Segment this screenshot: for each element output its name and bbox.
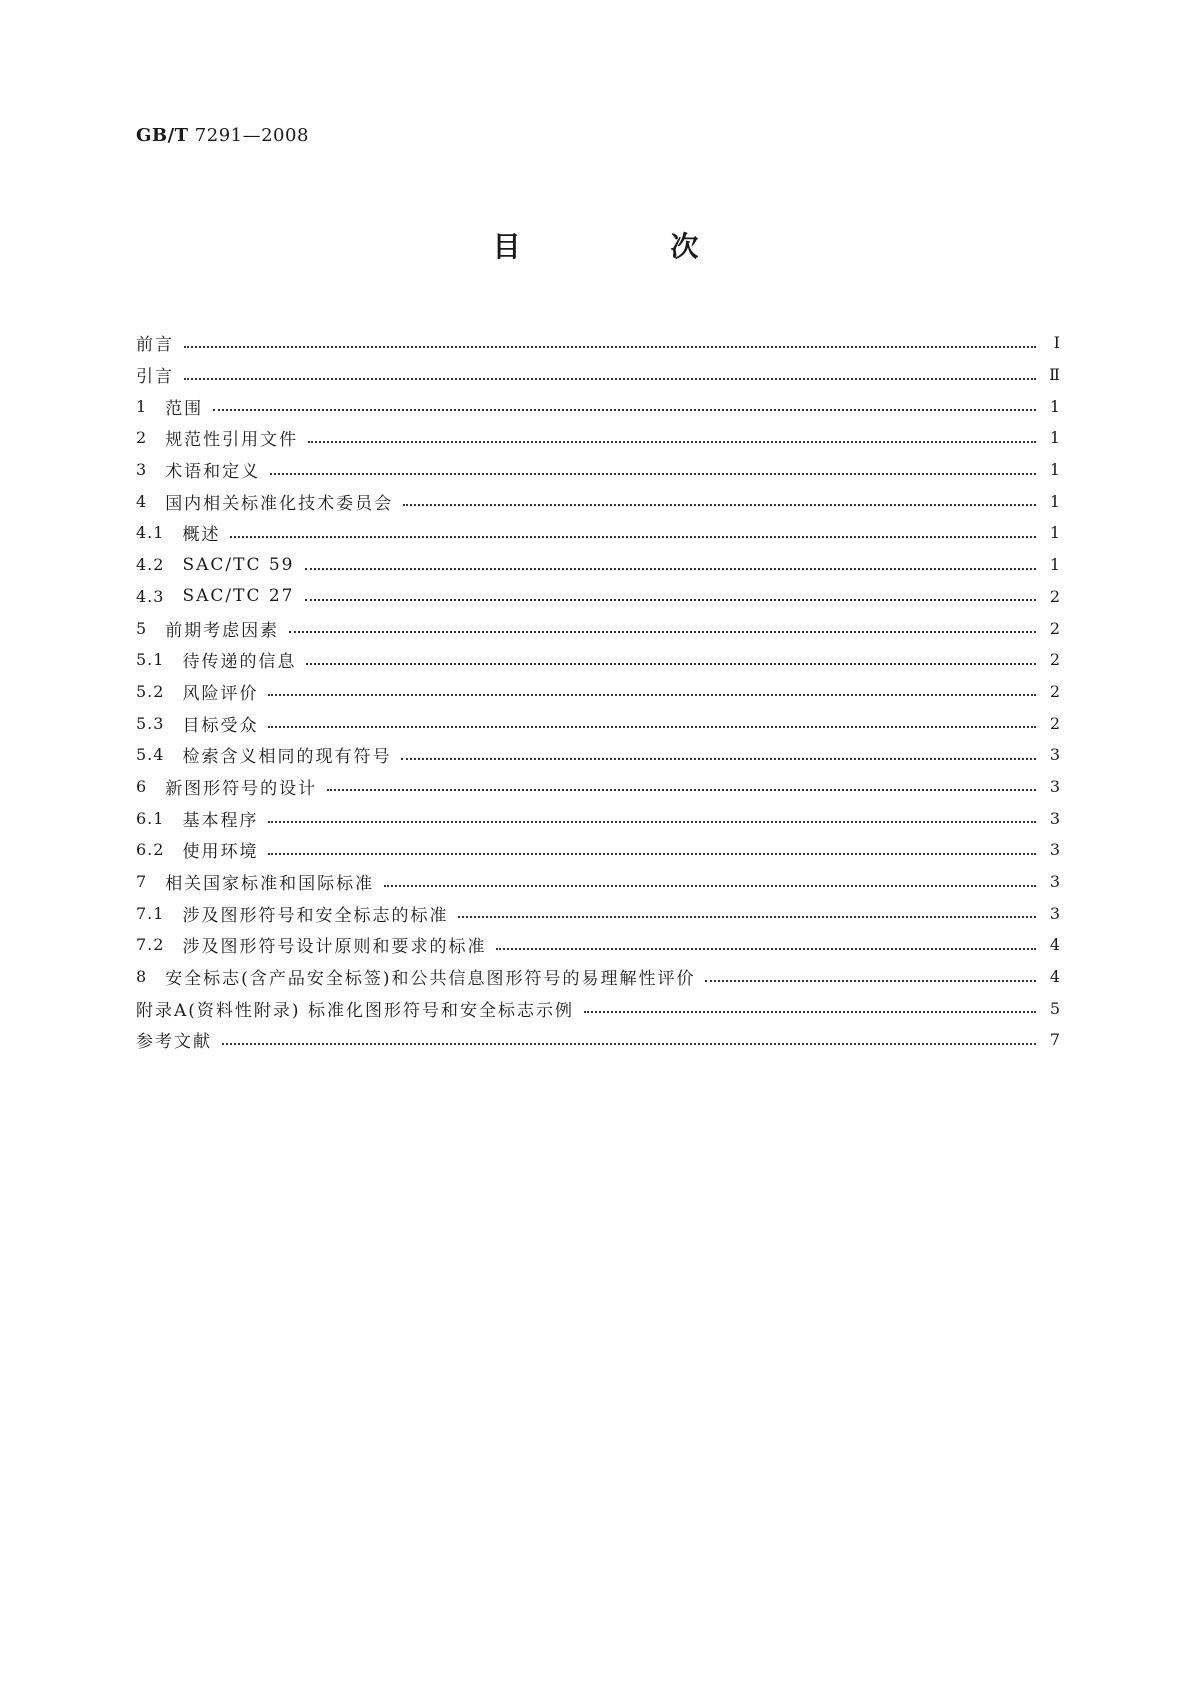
toc-entry-number: 4.3 <box>136 586 165 606</box>
toc-entry-number: 6 <box>136 776 148 796</box>
toc-entry-page: 4 <box>1049 935 1060 955</box>
toc-entry[interactable] <box>136 644 1060 676</box>
toc-entry-number: 5.4 <box>136 745 165 765</box>
toc-entry-page: 7 <box>1049 1030 1060 1050</box>
toc-entry[interactable] <box>136 929 1060 961</box>
toc-entry[interactable] <box>136 327 1060 359</box>
page-title: 目 次 <box>492 230 769 263</box>
toc-entry[interactable] <box>136 1024 1060 1056</box>
toc-entry-title: 涉及图形符号和安全标志的标准 <box>182 905 449 926</box>
toc-entry-page: 5 <box>1049 998 1060 1018</box>
toc-entry-page: 3 <box>1049 808 1060 828</box>
toc-entry-title: 范围 <box>165 398 204 419</box>
toc-dot-leader <box>268 694 1036 696</box>
toc-dot-leader <box>289 631 1036 633</box>
toc-entry-title: 参考文献 <box>136 1032 212 1053</box>
toc-entry[interactable] <box>136 676 1060 708</box>
toc-entry-number: 4.1 <box>136 523 165 543</box>
toc-entry-number: 3 <box>136 460 148 480</box>
toc-entry-title: 待传递的信息 <box>182 652 297 673</box>
toc-dot-leader <box>496 948 1036 950</box>
toc-dot-leader <box>213 409 1036 411</box>
toc-entry[interactable] <box>136 707 1060 739</box>
toc-entry-page: 3 <box>1049 903 1060 923</box>
toc-dot-leader <box>270 473 1036 475</box>
toc-entry-title: SAC/TC 59 <box>182 554 295 575</box>
toc-entry[interactable] <box>136 454 1060 486</box>
toc-dot-leader <box>184 346 1036 348</box>
toc-entry-number: 8 <box>136 967 148 987</box>
toc-entry-page: Ⅰ <box>1053 333 1060 353</box>
toc-entry[interactable] <box>136 390 1060 422</box>
toc-entry[interactable] <box>136 992 1060 1024</box>
toc-entry-title: 规范性引用文件 <box>165 430 299 451</box>
document-header <box>136 125 309 146</box>
toc-dot-leader <box>268 853 1036 855</box>
toc-entry-number: 6.2 <box>136 840 165 860</box>
toc-entry-number: 2 <box>136 428 148 448</box>
standard-number: 7291—2008 <box>194 125 309 146</box>
toc-entry-page: 1 <box>1049 460 1060 480</box>
toc-entry[interactable] <box>136 485 1060 517</box>
toc-entry-title: SAC/TC 27 <box>182 586 295 607</box>
toc-entry[interactable] <box>136 739 1060 771</box>
toc-entry-number: 4 <box>136 491 148 511</box>
toc-entry-title: 检索含义相同的现有符号 <box>182 747 392 768</box>
toc-dot-leader <box>705 980 1036 982</box>
toc-dot-leader <box>327 789 1036 791</box>
toc-dot-leader <box>458 916 1036 918</box>
toc-entry-title: 前言 <box>136 335 174 356</box>
toc-dot-leader <box>184 378 1036 380</box>
toc-entry-title: 相关国家标准和国际标准 <box>165 874 375 895</box>
toc-entry[interactable] <box>136 517 1060 549</box>
toc-entry-number: 5 <box>136 618 148 638</box>
toc-dot-leader <box>222 1043 1036 1045</box>
standard-prefix: GB/T <box>136 125 189 146</box>
toc-entry-title: 术语和定义 <box>165 462 261 483</box>
toc-entry-title: 使用环境 <box>182 842 259 863</box>
toc-entry-title: 概述 <box>182 525 221 546</box>
toc-entry-page: 2 <box>1049 650 1060 670</box>
toc-entry[interactable] <box>136 961 1060 993</box>
toc-dot-leader <box>403 504 1036 506</box>
toc-dot-leader <box>268 726 1036 728</box>
toc-entry-title: 国内相关标准化技术委员会 <box>165 493 394 514</box>
toc-entry-page: 2 <box>1049 586 1060 606</box>
toc-entry[interactable] <box>136 612 1060 644</box>
toc-entry[interactable] <box>136 802 1060 834</box>
toc-entry-title: 基本程序 <box>182 810 259 831</box>
toc-entry-number: 5.2 <box>136 681 165 701</box>
table-of-contents <box>136 327 1060 1056</box>
toc-entry[interactable] <box>136 581 1060 613</box>
toc-dot-leader <box>401 758 1036 760</box>
toc-entry[interactable] <box>136 866 1060 898</box>
toc-entry-page: 3 <box>1049 840 1060 860</box>
toc-entry-number: 7.1 <box>136 903 165 923</box>
toc-entry-page: 1 <box>1049 523 1060 543</box>
toc-entry-page: 1 <box>1049 396 1060 416</box>
toc-entry-page: 3 <box>1049 776 1060 796</box>
toc-entry[interactable] <box>136 897 1060 929</box>
toc-entry-number: 1 <box>136 396 148 416</box>
toc-dot-leader <box>584 1011 1036 1013</box>
toc-entry[interactable] <box>136 771 1060 803</box>
toc-entry-number: 4.2 <box>136 555 165 575</box>
toc-entry-page: 2 <box>1049 618 1060 638</box>
toc-dot-leader <box>268 821 1036 823</box>
toc-entry-page: 3 <box>1049 872 1060 892</box>
toc-entry-number: 6.1 <box>136 808 165 828</box>
toc-dot-leader <box>308 441 1036 443</box>
toc-entry-title: 风险评价 <box>182 683 259 704</box>
toc-entry-title: 新图形符号的设计 <box>165 778 318 799</box>
toc-entry-page: 3 <box>1049 745 1060 765</box>
toc-entry-title: 安全标志(含产品安全标签)和公共信息图形符号的易理解性评价 <box>165 969 696 990</box>
toc-entry-page: Ⅱ <box>1049 365 1060 385</box>
toc-entry-title: 目标受众 <box>182 715 259 736</box>
toc-entry[interactable] <box>136 834 1060 866</box>
toc-entry-title: 引言 <box>136 367 174 388</box>
toc-entry-number: 5.3 <box>136 713 165 733</box>
toc-entry[interactable] <box>136 422 1060 454</box>
toc-entry-title: 前期考虑因素 <box>165 620 280 641</box>
toc-entry-title: 附录A(资料性附录) 标准化图形符号和安全标志示例 <box>136 1000 574 1021</box>
toc-entry-page: 4 <box>1049 967 1060 987</box>
toc-dot-leader <box>305 599 1037 601</box>
toc-entry-number: 7 <box>136 872 148 892</box>
toc-dot-leader <box>306 663 1036 665</box>
toc-entry[interactable] <box>136 359 1060 391</box>
toc-entry-page: 1 <box>1049 555 1060 575</box>
toc-entry[interactable] <box>136 549 1060 581</box>
toc-entry-page: 2 <box>1049 713 1060 733</box>
toc-entry-page: 1 <box>1049 491 1060 511</box>
toc-entry-page: 2 <box>1049 681 1060 701</box>
toc-dot-leader <box>384 885 1036 887</box>
toc-entry-title: 涉及图形符号设计原则和要求的标准 <box>182 937 487 958</box>
toc-entry-number: 7.2 <box>136 935 165 955</box>
toc-entry-page: 1 <box>1049 428 1060 448</box>
toc-dot-leader <box>305 568 1037 570</box>
toc-dot-leader <box>230 536 1036 538</box>
toc-entry-number: 5.1 <box>136 650 165 670</box>
